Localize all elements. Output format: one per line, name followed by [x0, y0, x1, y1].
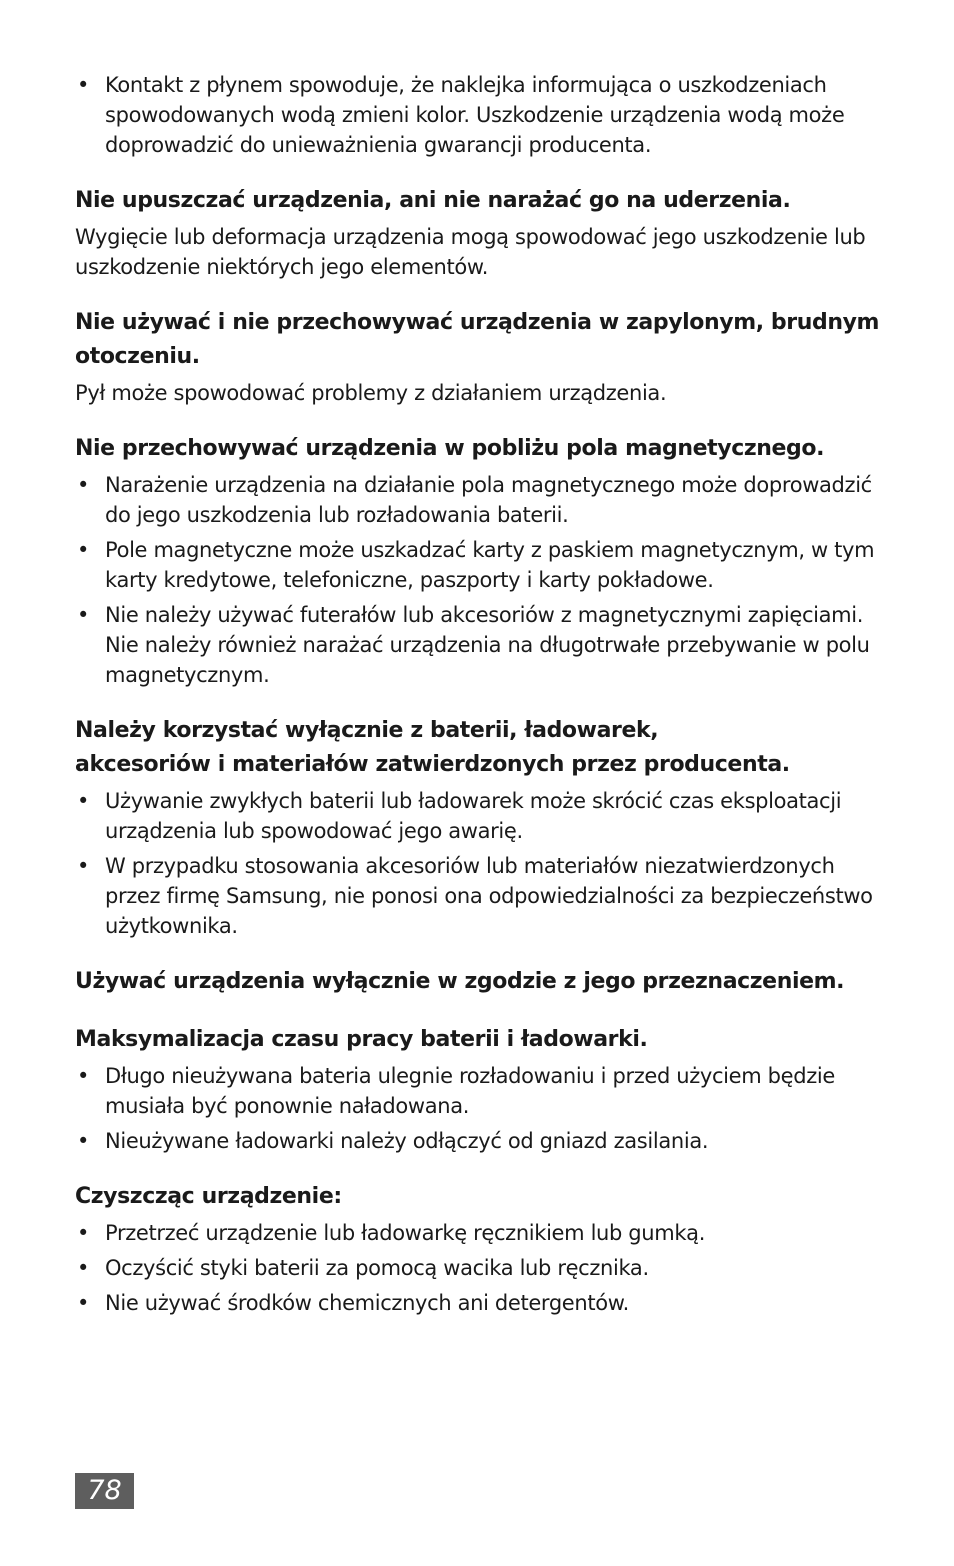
- section-heading: Nie przechowywać urządzenia w pobliżu pola magnetycznego.: [75, 436, 825, 461]
- list-item: • Oczyścić styki baterii za pomocą wacika lub ręcznika.: [75, 1253, 885, 1283]
- section-heading: Maksymalizacja czasu pracy baterii i ładowarki.: [75, 1027, 648, 1052]
- list-item: • Długo nieużywana bateria ulegnie rozładowaniu i przed użyciem będzie musiała być ponownie naładowana.: [75, 1061, 885, 1121]
- section-battery-life: [75, 1023, 885, 1156]
- section-heading: Nie używać i nie przechowywać urządzenia w zapylonym, brudnym otoczeniu.: [75, 310, 880, 369]
- bullet-list: [75, 786, 885, 941]
- bullet-list: [75, 470, 885, 690]
- section-paragraph: Wygięcie lub deformacja urządzenia mogą spowodować jego uszkodzenie lub uszkodzenie niektórych jego elementów.: [75, 225, 866, 279]
- page-number: 78: [75, 1473, 134, 1509]
- section-heading: Czyszcząc urządzenie:: [75, 1184, 342, 1209]
- list-item: • Pole magnetyczne może uszkadzać karty z paskiem magnetycznym, w tym karty kredytowe, telefoniczne, paszporty i karty pokładowe.: [75, 535, 885, 595]
- intro-bullet-list: [75, 70, 885, 160]
- list-item: • W przypadku stosowania akcesoriów lub materiałów niezatwierdzonych przez firmę Samsung, nie ponosi ona odpowiedzialności za bezpieczeństwo użytkownika.: [75, 851, 885, 941]
- bullet-list: [75, 1061, 885, 1156]
- section-intended-use: [75, 965, 885, 999]
- section-drop-impact: [75, 184, 885, 282]
- bullet-list: [75, 1218, 885, 1318]
- list-item: • Używanie zwykłych baterii lub ładowarek może skrócić czas eksploatacji urządzenia lub spowodować jego awarię.: [75, 786, 885, 846]
- section-dust: [75, 306, 885, 408]
- list-item: • Kontakt z płynem spowoduje, że naklejka informująca o uszkodzeniach spowodowanych wodą zmieni kolor. Uszkodzenie urządzenia wodą może doprowadzić do unieważnienia gwarancji producenta.: [75, 70, 885, 160]
- section-heading: Należy korzystać wyłącznie z baterii, ładowarek, akcesoriów i materiałów zatwierdzonych przez producenta.: [75, 718, 790, 777]
- section-heading: Używać urządzenia wyłącznie w zgodzie z jego przeznaczeniem.: [75, 969, 845, 994]
- list-item: • Nie należy używać futerałów lub akcesoriów z magnetycznymi zapięciami. Nie należy również narażać urządzenia na długotrwałe przebywanie w polu magnetycznym.: [75, 600, 885, 690]
- section-cleaning: [75, 1180, 885, 1318]
- section-heading: Nie upuszczać urządzenia, ani nie narażać go na uderzenia.: [75, 188, 791, 213]
- section-approved-accessories: [75, 714, 885, 941]
- document-page: [75, 70, 885, 1318]
- list-item: • Nieużywane ładowarki należy odłączyć od gniazd zasilania.: [75, 1126, 885, 1156]
- list-item: • Przetrzeć urządzenie lub ładowarkę ręcznikiem lub gumką.: [75, 1218, 885, 1248]
- section-paragraph: Pył może spowodować problemy z działaniem urządzenia.: [75, 381, 667, 405]
- section-magnetic-field: [75, 432, 885, 690]
- list-item: • Nie używać środków chemicznych ani detergentów.: [75, 1288, 885, 1318]
- list-item: • Narażenie urządzenia na działanie pola magnetycznego może doprowadzić do jego uszkodzenia lub rozładowania baterii.: [75, 470, 885, 530]
